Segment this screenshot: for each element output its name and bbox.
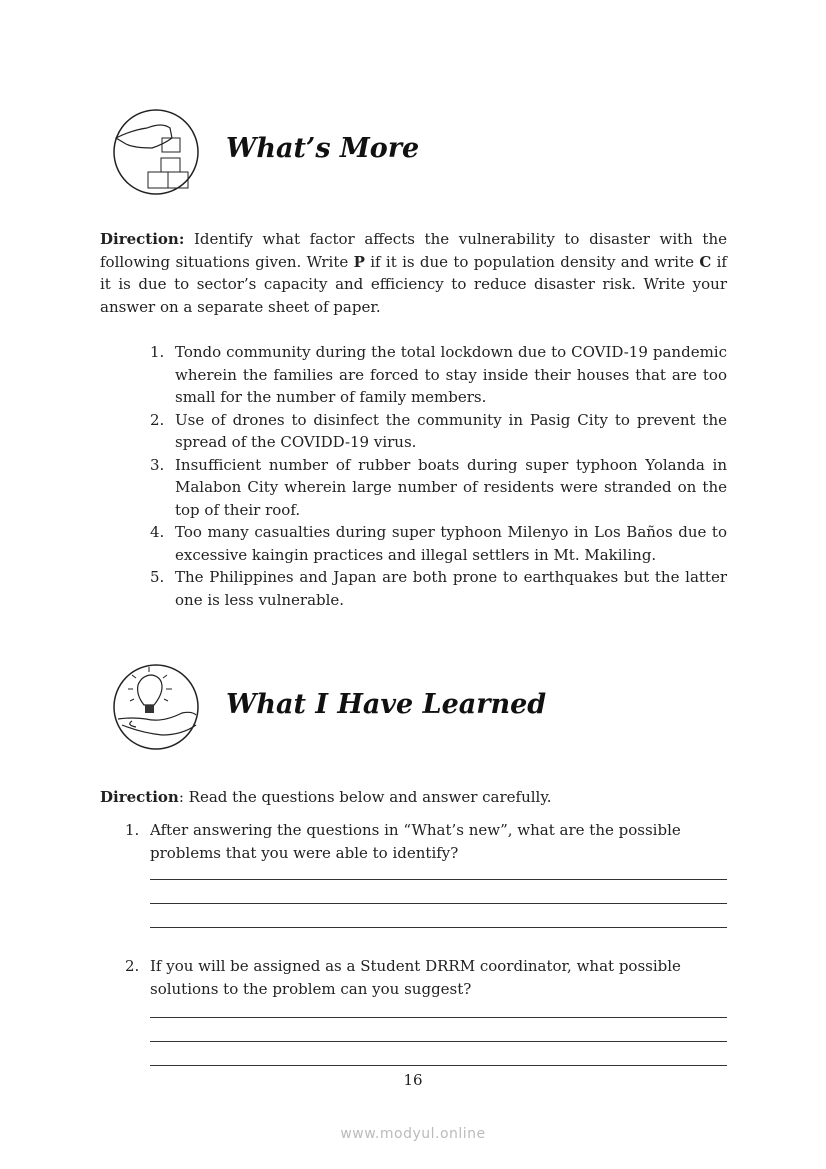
list-item — [150, 409, 727, 454]
item-text: Too many casualties during super typhoon Milenyo in Los Baños due to excessive kaingin practices and illegal settlers in Mt. Makiling. — [175, 523, 727, 564]
question-1 — [125, 819, 727, 928]
direction-label: Direction — [100, 788, 179, 806]
hand-stacking-blocks-icon — [112, 108, 200, 196]
answer-line[interactable] — [150, 1000, 727, 1018]
direction-text: Identify what factor affects the vulnerability to disaster with the following situations given. Write — [100, 230, 727, 271]
item-text: The Philippines and Japan are both prone to earthquakes but the latter one is less vulnerable. — [175, 568, 727, 609]
item-number: 1. — [150, 343, 165, 361]
item-text: Use of drones to disinfect the community in Pasig City to prevent the spread of the COVIDD-19 virus. — [175, 410, 727, 451]
page-number: 16 — [403, 1071, 423, 1089]
item-number: 2. — [150, 410, 165, 429]
direction-paragraph — [100, 228, 727, 318]
question-number: 1. — [125, 821, 140, 839]
answer-line[interactable] — [150, 1018, 727, 1042]
direction-label: Direction: — [100, 230, 185, 248]
item-number: 4. — [150, 523, 165, 541]
direction-text: : Read the questions below and answer carefully. — [178, 788, 552, 806]
item-text: Insufficient number of rubber boats during super typhoon Yolanda in Malabon City wherein large number of residents were stranded on the top of their roof. — [175, 455, 727, 519]
list-item — [150, 521, 727, 566]
lightbulb-in-hand-icon — [112, 663, 200, 751]
item-number: 3. — [150, 455, 165, 474]
code-c: C — [699, 252, 712, 271]
situation-list — [150, 341, 727, 611]
question-2 — [125, 955, 727, 1066]
direction-text: if it is due to population density and write — [364, 252, 700, 271]
answer-line[interactable] — [150, 904, 727, 928]
question-text: After answering the questions in “What’s new”, what are the possible problems that you were able to identify? — [150, 821, 681, 862]
list-item — [150, 454, 727, 522]
answer-line[interactable] — [150, 880, 727, 904]
list-item — [150, 341, 727, 409]
section-title-whats-more: What’s More — [226, 133, 420, 164]
direction-text: if it is due to sector’s capacity and efficiency to reduce disaster risk. Write your answer on a separate sheet of paper. — [100, 252, 727, 316]
section-title-what-i-have-learned: What I Have Learned — [226, 689, 547, 720]
answer-line[interactable] — [150, 1042, 727, 1066]
item-number: 5. — [150, 568, 165, 586]
question-number: 2. — [125, 957, 140, 975]
list-item — [150, 566, 727, 611]
watermark: www.modyul.online — [340, 1126, 486, 1142]
direction-paragraph-2 — [100, 786, 727, 809]
item-text: Tondo community during the total lockdown due to COVID-19 pandemic wherein the families are forced to stay inside their houses that are too small for the number of family members. — [175, 343, 727, 406]
answer-line[interactable] — [150, 864, 727, 880]
question-text: If you will be assigned as a Student DRRM coordinator, what possible solutions to the problem can you suggest? — [150, 957, 681, 998]
code-p: P — [353, 252, 365, 271]
